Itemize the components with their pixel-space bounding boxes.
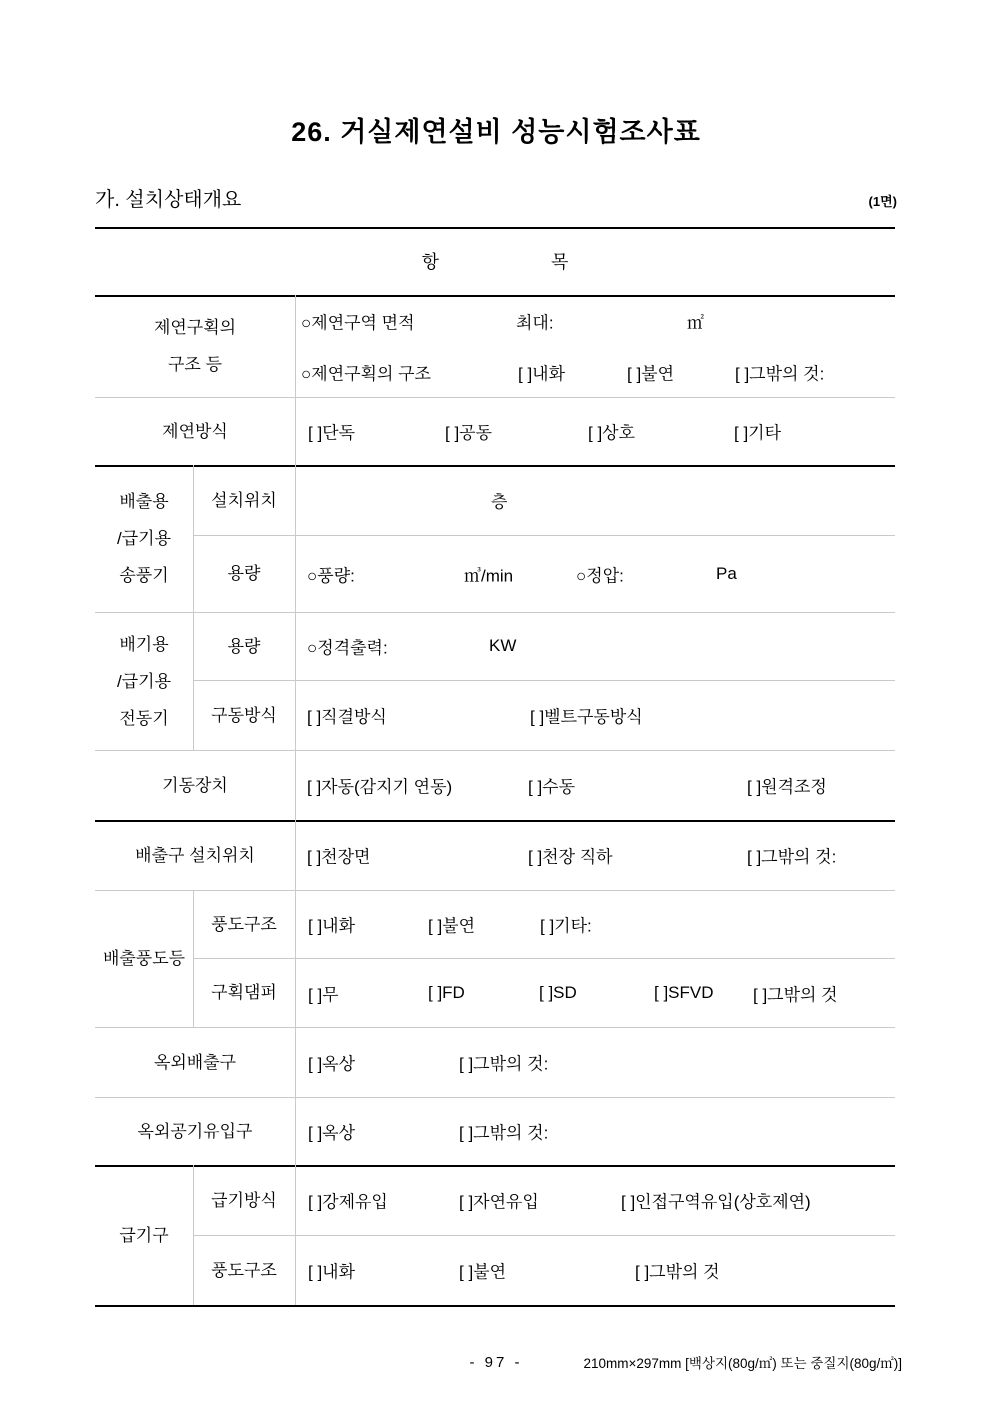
page-title: 26. 거실제연설비 성능시험조사표: [291, 117, 701, 147]
sub-label-cell: 용량: [227, 636, 261, 656]
field-label: ○정압:: [576, 566, 624, 585]
sub-label-cell: 용량: [227, 564, 261, 583]
checkbox-option: [ ]불연: [627, 364, 675, 383]
checkbox-option: [ ]단독: [308, 423, 356, 443]
field-label: 최대:: [516, 313, 554, 332]
table-header-left: 항: [421, 252, 439, 272]
content-cell: [295, 612, 895, 680]
checkbox-option: [ ]FD: [428, 982, 465, 1002]
group-label-line: /급기용: [117, 671, 171, 691]
field-label: ○풍량:: [307, 566, 355, 585]
row-label-line: 구조 등: [168, 355, 222, 374]
checkbox-option: [ ]그밖의 것:: [459, 1054, 549, 1074]
field-label: ○제연구획의 구조: [301, 364, 431, 383]
checkbox-option: [ ]그밖의 것:: [747, 847, 837, 867]
content-cell: [295, 1235, 895, 1305]
checkbox-option: [ ]내화: [308, 916, 356, 936]
content-cell: [295, 1027, 895, 1097]
checkbox-option: [ ]내화: [518, 364, 566, 383]
checkbox-option: [ ]기타:: [540, 916, 592, 936]
checkbox-option: [ ]내화: [308, 1262, 356, 1282]
content-cell: [295, 535, 895, 612]
sub-label-cell: 설치위치: [211, 490, 277, 510]
checkbox-option: [ ]인접구역유입(상호제연): [621, 1192, 811, 1212]
checkbox-option: [ ]자연유입: [459, 1192, 539, 1212]
checkbox-option: [ ]SFVD: [654, 982, 714, 1002]
table-bottom-rule: [95, 1305, 895, 1307]
content-cell: [295, 465, 895, 535]
unit-label: Pa: [716, 563, 737, 583]
content-cell: [295, 890, 895, 958]
unit-label: ㎡: [687, 313, 704, 332]
content-cell: [295, 820, 895, 890]
sub-label-cell: 구동방식: [211, 705, 277, 725]
sub-label-cell: 급기방식: [211, 1190, 277, 1210]
field-label: ○제연구역 면적: [301, 313, 415, 332]
sub-label-cell: 풍도구조: [211, 1260, 277, 1280]
checkbox-option: [ ]기타: [734, 423, 782, 443]
content-cell: [295, 750, 895, 820]
row-label-cell: 옥외공기유입구: [137, 1121, 253, 1141]
checkbox-option: [ ]상호: [588, 423, 636, 443]
checkbox-option: [ ]SD: [539, 982, 577, 1002]
table-header-row: [95, 227, 895, 295]
sub-label-cell: 구획댐퍼: [211, 983, 277, 1002]
checkbox-option: [ ]천장 직하: [528, 847, 613, 867]
group-label-cell: [95, 612, 193, 750]
group-label-line: 배출용: [119, 492, 169, 511]
checkbox-option: [ ]그밖의 것: [635, 1262, 720, 1282]
checkbox-option: [ ]옥상: [308, 1054, 356, 1074]
content-cell: [295, 958, 895, 1027]
content-cell: [295, 1097, 895, 1165]
footer-paper-spec: 210mm×297mm [백상지(80g/㎡) 또는 중질지(80g/㎡)]: [583, 1356, 902, 1371]
group-label-cell: [95, 465, 193, 612]
page-number-note: (1면): [868, 194, 897, 209]
field-label: 층: [491, 492, 508, 512]
checkbox-option: [ ]불연: [428, 916, 476, 936]
checkbox-option: [ ]불연: [459, 1262, 507, 1282]
row-label-cell: 기동장치: [162, 775, 228, 795]
checkbox-option: [ ]직결방식: [307, 707, 387, 727]
checkbox-option: [ ]그밖의 것: [753, 985, 838, 1004]
row-label-cell: 배출구 설치위치: [135, 845, 255, 865]
checkbox-option: [ ]천장면: [307, 847, 371, 867]
row-label-cell: [95, 295, 295, 397]
row-label-cell: 제연방식: [162, 421, 228, 441]
row-label-line: 제연구획의: [153, 318, 237, 337]
unit-label: ㎥/min: [464, 566, 514, 585]
row-label-cell: 옥외배출구: [153, 1052, 237, 1072]
group-label-line: 전동기: [119, 708, 169, 728]
field-label: ○정격출력:: [307, 638, 388, 658]
sub-label-cell: 풍도구조: [211, 914, 277, 934]
checkbox-option: [ ]그밖의 것:: [459, 1123, 549, 1143]
unit-label: KW: [489, 636, 517, 655]
footer-page-number: - 97 -: [469, 1354, 523, 1371]
table-header-right: 목: [551, 252, 569, 272]
checkbox-option: [ ]옥상: [308, 1123, 356, 1143]
form-table: [95, 227, 895, 1305]
checkbox-option: [ ]자동(감지기 연동): [307, 777, 453, 797]
checkbox-option: [ ]강제유입: [308, 1192, 388, 1212]
group-label-line: 송풍기: [119, 566, 169, 585]
table-top-rule: [95, 227, 895, 229]
checkbox-option: [ ]그밖의 것:: [735, 364, 825, 383]
checkbox-option: [ ]벨트구동방식: [530, 707, 643, 727]
checkbox-option: [ ]공동: [445, 423, 493, 443]
group-label-cell: 배출풍도등: [102, 949, 186, 968]
section-heading: 가. 설치상태개요: [95, 189, 242, 211]
group-label-line: 배기용: [119, 634, 169, 654]
checkbox-option: [ ]무: [308, 985, 339, 1004]
checkbox-option: [ ]원격조정: [747, 777, 827, 797]
content-cell: [295, 397, 895, 465]
content-cell: [295, 295, 895, 397]
checkbox-option: [ ]수동: [528, 777, 576, 797]
group-label-line: /급기용: [117, 529, 171, 548]
content-cell: [295, 1165, 895, 1235]
group-label-cell: 급기구: [119, 1225, 169, 1245]
content-cell: [295, 680, 895, 750]
